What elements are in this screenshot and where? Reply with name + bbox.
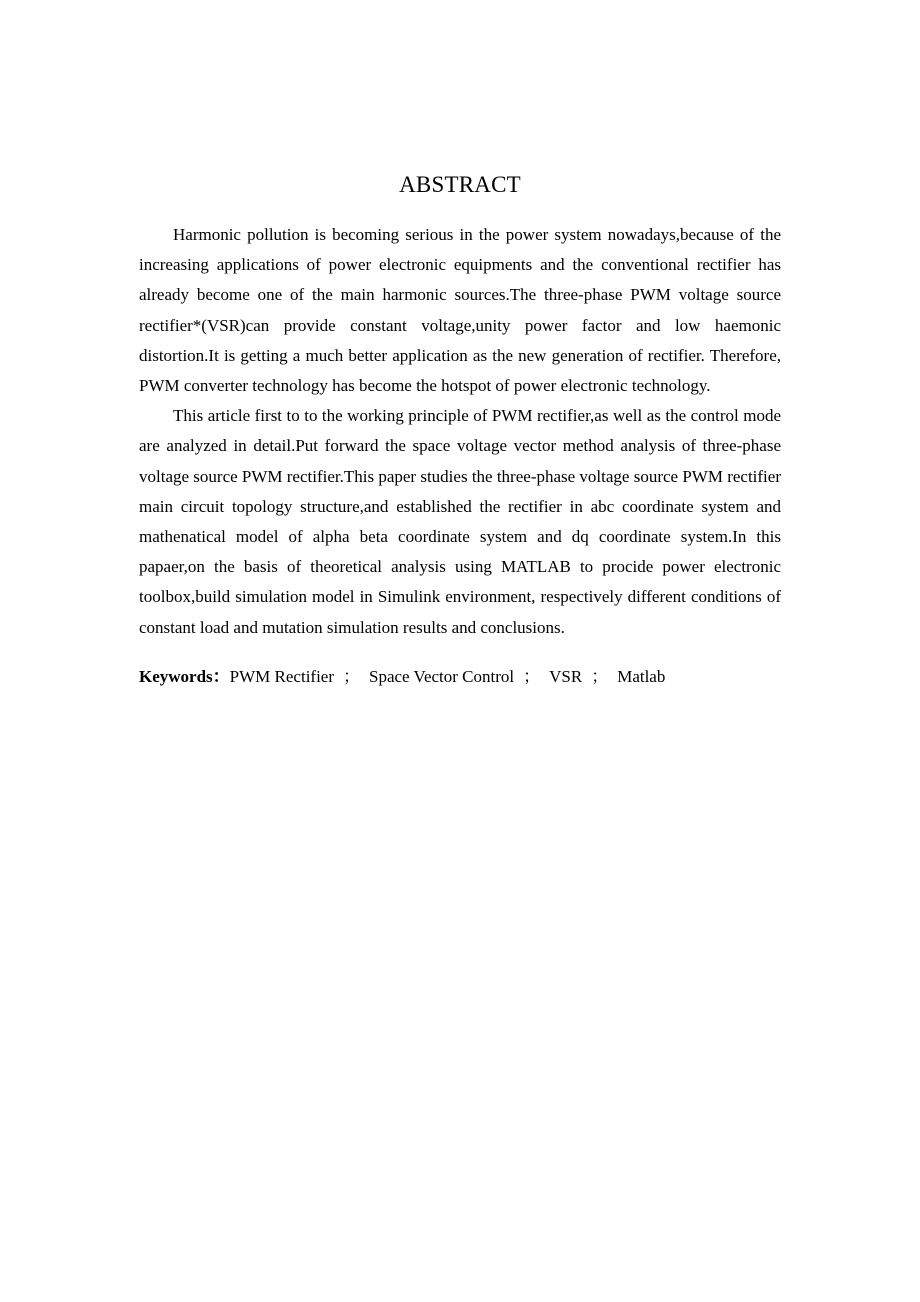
keyword-separator: ； bbox=[591, 666, 609, 686]
keywords-label: Keywords： bbox=[139, 666, 230, 686]
abstract-page bbox=[139, 168, 781, 692]
keywords-line bbox=[139, 662, 781, 692]
abstract-title: ABSTRACT bbox=[399, 172, 521, 197]
keyword-item: Matlab bbox=[617, 666, 666, 686]
abstract-paragraph-1: Harmonic pollution is becoming serious in the power system nowadays,because of the increasing applications of power electronic equipments and the conventional rectifier has already become one of the main harmonic sources.The three-phase PWM voltage source rectifier*(VSR)can provide constant voltage,unity power factor and low haemonic distortion.It is getting a much better application as the new generation of rectifier. Therefore, PWM converter technology has become the hotspot of power electronic technology. bbox=[139, 225, 781, 396]
keyword-separator: ； bbox=[343, 666, 361, 686]
abstract-paragraph-2: This article first to to the working principle of PWM rectifier,as well as the control mode are analyzed in detail.Put forward the space voltage vector method analysis of three-phase voltage source PWM rectifier.This paper studies the three-phase voltage source PWM rectifier main circuit topology structure,and established the rectifier in abc coordinate system and mathenatical model of alpha beta coordinate system and dq coordinate system.In this papaer,on the basis of theoretical analysis using MATLAB to procide power electronic toolbox,build simulation model in Simulink environment, respectively different conditions of constant load and mutation simulation results and conclusions. bbox=[139, 406, 781, 637]
keyword-item: Space Vector Control bbox=[369, 666, 515, 686]
keyword-item: VSR bbox=[549, 666, 583, 686]
keyword-separator: ； bbox=[523, 666, 541, 686]
keyword-item: PWM Rectifier bbox=[229, 666, 335, 686]
